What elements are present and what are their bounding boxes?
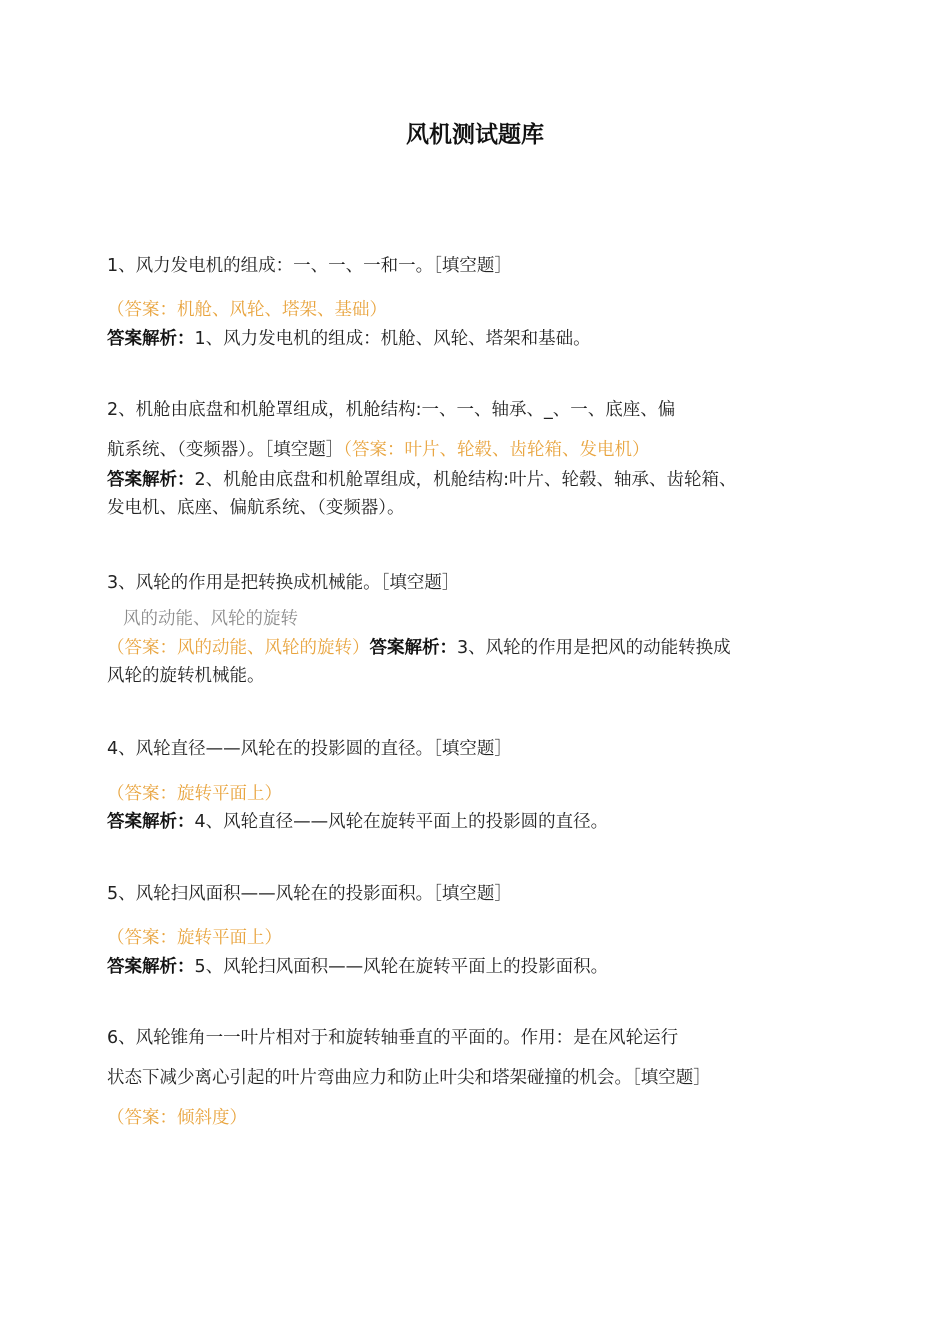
question-5-answer: （答案：旋转平面上） — [107, 928, 282, 948]
question-3-answer-analysis — [107, 635, 731, 661]
analysis-label: 答案解析： — [107, 957, 195, 977]
question-2-analysis-line-1 — [107, 467, 737, 493]
analysis-label: 答案解析： — [107, 470, 195, 490]
question-4-stem: 4、风轮直径——风轮在的投影圆的直径。［填空题］ — [107, 739, 512, 759]
question-2-stem-line-1: 2、机舱由底盘和机舱罩组成，机舱结构:一、一、轴承、_、一、底座、偏 — [107, 400, 676, 420]
analysis-text: 3、风轮的作用是把风的动能转换成 — [457, 638, 731, 658]
analysis-text: 5、风轮扫风面积——风轮在旋转平面上的投影面积。 — [194, 957, 609, 977]
question-6-answer: （答案：倾斜度） — [107, 1108, 247, 1128]
analysis-text: 1、风力发电机的组成：机舱、风轮、塔架和基础。 — [194, 329, 591, 349]
question-3-analysis-line-2: 风轮的旋转机械能。 — [107, 666, 265, 686]
question-3-hint: 风的动能、风轮的旋转 — [123, 609, 298, 629]
question-5-stem: 5、风轮扫风面积——风轮在的投影面积。［填空题］ — [107, 884, 512, 904]
analysis-label: 答案解析： — [107, 329, 195, 349]
question-2-analysis-line-2: 发电机、底座、偏航系统、（变频器）。 — [107, 498, 405, 518]
question-2-stem-line-2 — [107, 437, 650, 463]
analysis-text: 4、风轮直径——风轮在旋转平面上的投影圆的直径。 — [194, 812, 609, 832]
question-6-stem-line-2: 状态下减少离心引起的叶片弯曲应力和防止叶尖和塔架碰撞的机会。［填空题］ — [107, 1068, 711, 1088]
question-1-answer: （答案：机舱、风轮、塔架、基础） — [107, 300, 387, 320]
question-4-answer: （答案：旋转平面上） — [107, 784, 282, 804]
question-2-stem-text: 航系统、（变频器）。［填空题］ — [107, 440, 344, 460]
question-5-analysis — [107, 954, 608, 980]
question-3-stem: 3、风轮的作用是把转换成机械能。［填空题］ — [107, 573, 460, 593]
question-1-analysis — [107, 326, 591, 352]
page-title: 风机测试题库 — [406, 122, 544, 148]
analysis-text: 2、机舱由底盘和机舱罩组成，机舱结构:叶片、轮毂、轴承、齿轮箱、 — [194, 470, 737, 490]
question-3-answer: （答案：风的动能、风轮的旋转） — [107, 638, 370, 658]
question-6-stem-line-1: 6、风轮锥角一一叶片相对于和旋转轴垂直的平面的。作用：是在风轮运行 — [107, 1028, 679, 1048]
analysis-label: 答案解析： — [107, 812, 195, 832]
analysis-label: 答案解析： — [369, 638, 457, 658]
question-2-answer: （答案：叶片、轮毂、齿轮箱、发电机） — [343, 440, 650, 460]
question-4-analysis — [107, 809, 608, 835]
question-1-stem: 1、风力发电机的组成：一、一、一和一。［填空题］ — [107, 256, 512, 276]
